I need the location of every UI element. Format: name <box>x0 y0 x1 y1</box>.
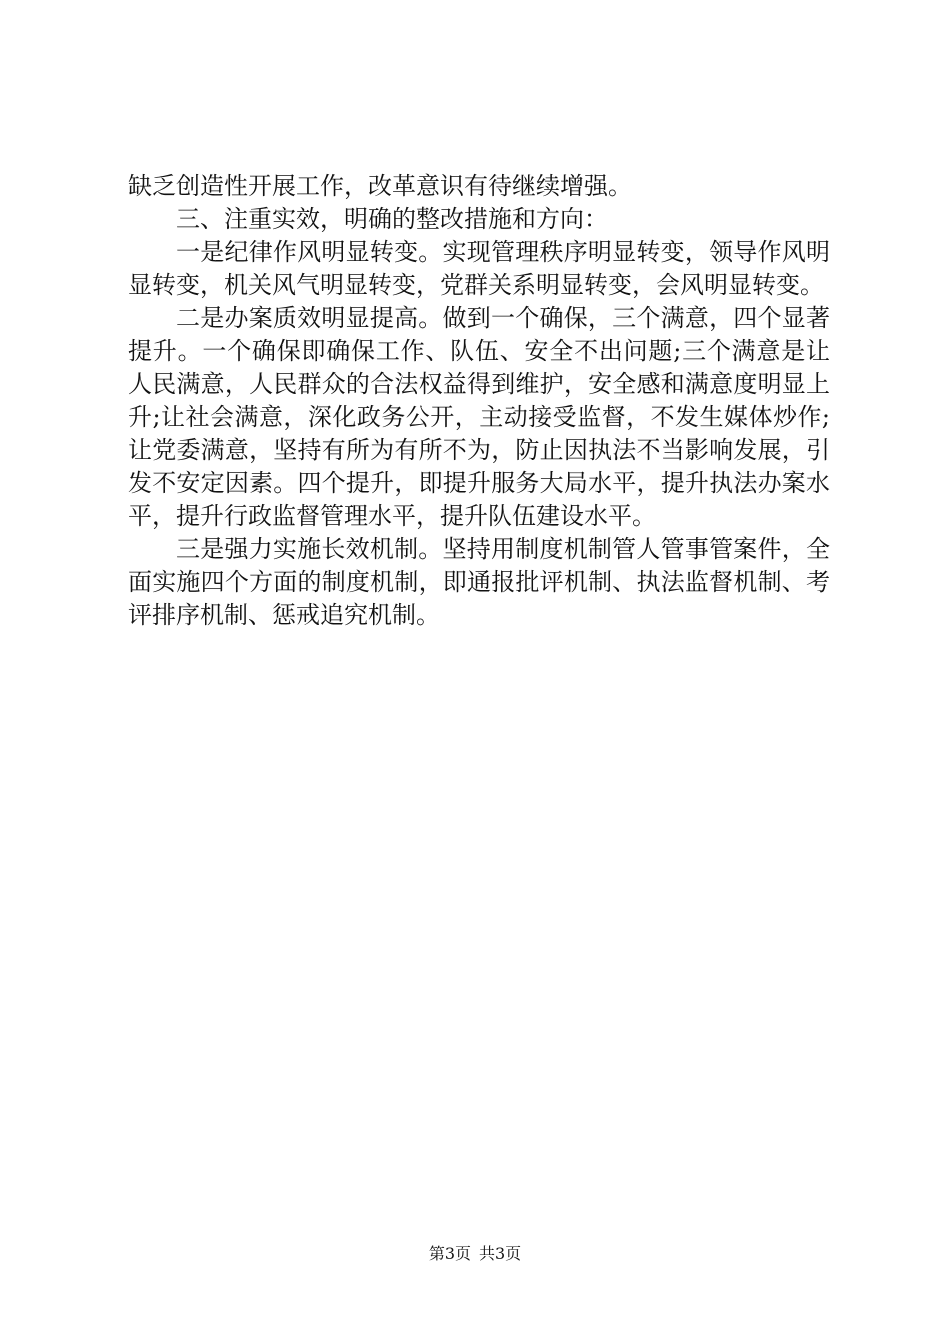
paragraph-long-term-mechanism: 三是强力实施长效机制。坚持用制度机制管人管事管案件，全面实施四个方面的制度机制，即通报批评机制、执法监督机制、考评排序机制、惩戒追究机制。 <box>128 535 830 629</box>
page-number-total: 共3页 <box>479 1244 522 1263</box>
paragraph-continuation: 缺乏创造性开展工作，改革意识有待继续增强。 <box>128 172 632 200</box>
paragraph-discipline-style: 一是纪律作风明显转变。实现管理秩序明显转变，领导作风明显转变，机关风气明显转变，党群关系明显转变，会风明显转变。 <box>128 238 830 299</box>
page-number-current: 第3页 <box>428 1244 471 1263</box>
paragraph-section-three-heading: 三、注重实效，明确的整改措施和方向： <box>176 205 608 233</box>
page-footer <box>0 1244 950 1264</box>
paragraph-case-quality: 二是办案质效明显提高。做到一个确保，三个满意，四个显著提升。一个确保即确保工作、队伍、安全不出问题;三个满意是让人民满意，人民群众的合法权益得到维护，安全感和满意度明显上升;让社会满意，深化政务公开，主动接受监督，不发生媒体炒作;让党委满意，坚持有所为有所不为，防止因执法不当影响发展，引发不安定因素。四个提升，即提升服务大局水平，提升执法办案水平，提升行政监督管理水平，提升队伍建设水平。 <box>128 304 830 530</box>
document-body <box>128 170 830 632</box>
